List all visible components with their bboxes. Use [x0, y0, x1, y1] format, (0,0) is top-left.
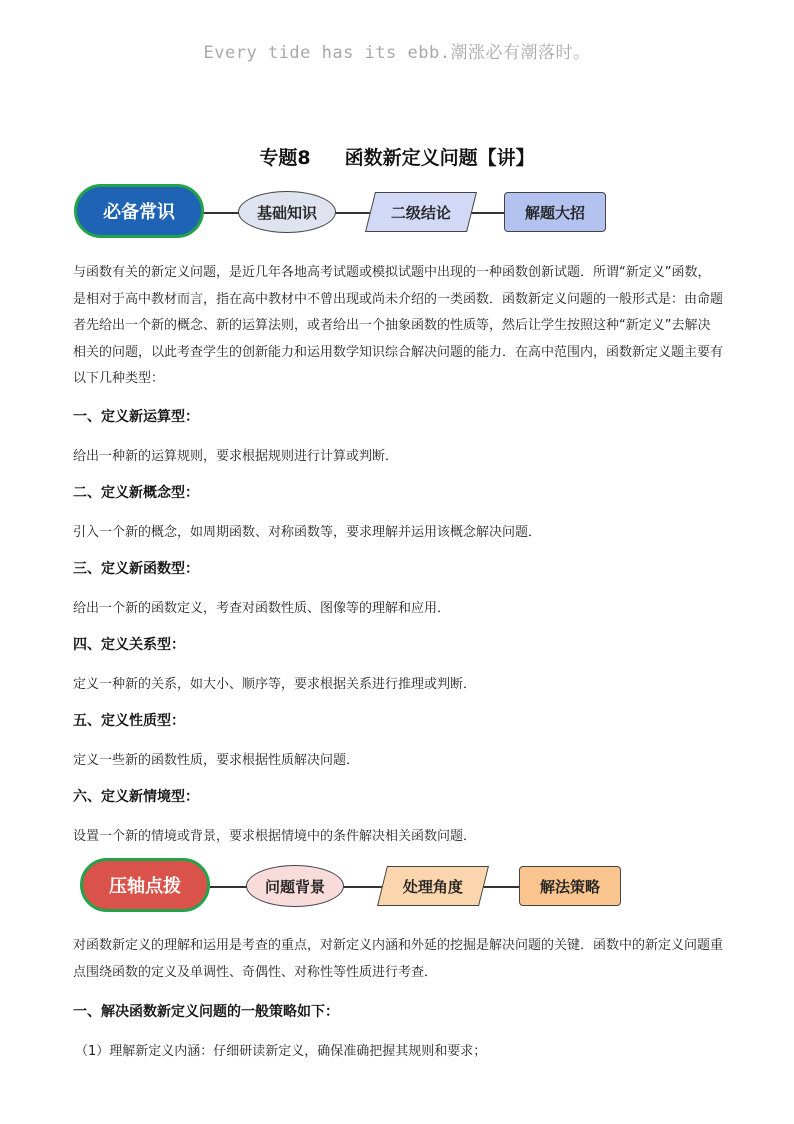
- watermark: Every tide has its ebb.潮涨必有潮落时。: [203, 43, 591, 63]
- section-heading-4: 四、定义关系型：: [73, 637, 185, 653]
- strategy-heading: 一、解决函数新定义问题的一般策略如下：: [73, 1004, 339, 1020]
- banner-node-conclusions: 二级结论: [365, 192, 477, 232]
- connector-line: [470, 212, 504, 214]
- section-heading-5: 五、定义性质型：: [73, 713, 185, 729]
- connector-line: [334, 212, 370, 214]
- title-topic-number: 专题8: [259, 147, 311, 169]
- section-banner-key-points: [72, 857, 632, 917]
- title-topic-name: 函数新定义问题【讲】: [344, 147, 535, 169]
- section-text-1: 给出一种新的运算规则，要求根据规则进行计算或判断．: [73, 449, 399, 464]
- section-heading-6: 六、定义新情境型：: [73, 789, 199, 805]
- section-heading-1: 一、定义新运算型：: [73, 409, 199, 425]
- banner-node-background: 问题背景: [246, 865, 344, 907]
- strategy-item-1: （1）理解新定义内涵：仔细研读新定义，确保准确把握其规则和要求；: [75, 1044, 487, 1059]
- section-text-6: 设置一个新的情境或背景，要求根据情境中的条件解决相关函数问题．: [73, 829, 477, 844]
- banner-main-label: 必备常识: [74, 184, 204, 238]
- banner-node-basic-knowledge: 基础知识: [238, 191, 336, 233]
- section-text-5: 定义一些新的函数性质，要求根据性质解决问题．: [73, 753, 360, 768]
- connector-line: [202, 212, 242, 214]
- banner-main-label: 压轴点拨: [80, 858, 210, 912]
- page-title: [0, 143, 794, 170]
- connector-line: [210, 886, 250, 888]
- connector-line: [482, 886, 522, 888]
- section-text-4: 定义一种新的关系，如大小、顺序等，要求根据关系进行推理或判断．: [73, 677, 477, 692]
- connector-line: [342, 886, 382, 888]
- summary-paragraph: 对函数新定义的理解和运用是考查的重点，对新定义内涵和外延的挖掘是解决问题的关键．函数中的新定义问题重点围绕函数的定义及单调性、奇偶性、对称性等性质进行考查．: [73, 938, 724, 980]
- section-banner-essentials: [72, 183, 632, 243]
- section-heading-2: 二、定义新概念型：: [73, 485, 199, 501]
- intro-paragraph: 与函数有关的新定义问题，是近几年各地高考试题或模拟试题中出现的一种函数创新试题．所谓“新定义”函数，是相对于高中教材而言，指在高中教材中不曾出现或尚未介绍的一类函数．函数新定义问题的一般形式是：由命题者先给出一个新的概念、新的运算法则，或者给出一个抽象函数的性质等，然后让学生按照这种“新定义”去解决相关的问题，以此考查学生的创新能力和运用数学知识综合解决问题的能力．在高中范围内，函数新定义题主要有以下几种类型：: [73, 265, 724, 386]
- banner-node-techniques: 解题大招: [504, 192, 606, 232]
- section-text-2: 引入一个新的概念，如周期函数、对称函数等，要求理解并运用该概念解决问题．: [73, 525, 542, 540]
- banner-node-strategy: 解法策略: [519, 866, 621, 906]
- banner-node-angle: 处理角度: [377, 866, 489, 906]
- section-text-3: 给出一个新的函数定义，考查对函数性质、图像等的理解和应用．: [73, 601, 451, 616]
- section-heading-3: 三、定义新函数型：: [73, 561, 199, 577]
